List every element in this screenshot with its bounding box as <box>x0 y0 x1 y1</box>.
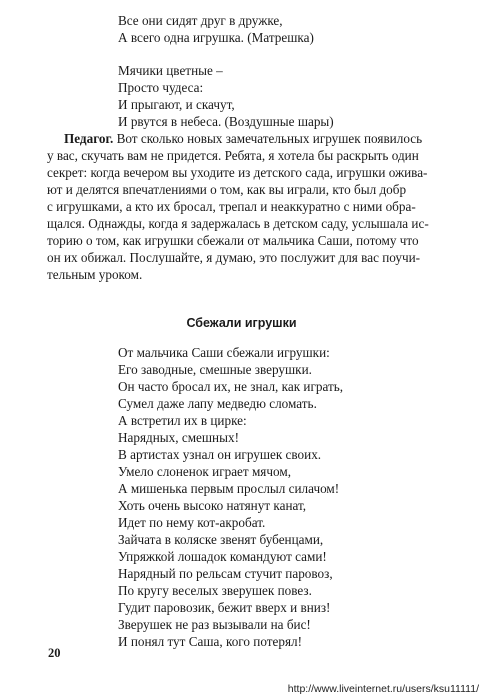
paragraph-line: ют и делятся впечатлениями о том, как вы играли, кто был добр <box>47 182 407 197</box>
poem-line: Нарядных, смешных! <box>118 430 239 445</box>
paragraph-line: с игрушками, а кто их бросал, трепал и неаккуратно с ними обра- <box>47 199 416 214</box>
poem-title: Сбежали игрушки <box>186 316 297 330</box>
poem-line: От мальчика Саши сбежали игрушки: <box>118 345 330 360</box>
poem-line: Упряжкой лошадок командуют сами! <box>118 549 327 564</box>
poem-line: По кругу веселых зверушек повез. <box>118 583 312 598</box>
poem-line: Умело слоненок играет мячом, <box>118 464 291 479</box>
paragraph-line: секрет: когда вечером вы уходите из детского сада, игрушки ожива- <box>47 165 428 180</box>
paragraph-line: тельным уроком. <box>47 267 143 282</box>
poem-line: Он часто бросал их, не знал, как играть, <box>118 379 344 394</box>
paragraph-line: торию о том, как игрушки сбежали от мальчика Саши, потому что <box>47 233 419 248</box>
riddle-line: Просто чудеса: <box>118 80 204 95</box>
riddle-line: Все они сидят друг в дружке, <box>118 13 283 28</box>
paragraph-line: щался. Однажды, когда я задержалась в детском саду, услышала ис- <box>47 216 429 231</box>
watermark-url: http://www.liveinternet.ru/users/ksu11111/ <box>287 683 479 695</box>
riddle-line: А всего одна игрушка. (Матрешка) <box>118 30 314 45</box>
riddle-line: И прыгают, и скачут, <box>118 97 235 112</box>
paragraph-first-line <box>64 131 422 147</box>
poem-line: Хоть очень высоко натянут канат, <box>118 498 307 513</box>
speaker-label: Педагог. <box>64 131 114 146</box>
riddle-line: И рвутся в небеса. (Воздушные шары) <box>118 114 334 129</box>
paragraph-line: у вас, скучать вам не придется. Ребята, я хотела бы раскрыть один <box>47 148 419 163</box>
poem-line: Зверушек не раз вызывали на бис! <box>118 617 311 632</box>
poem-line: Зайчата в коляске звенят бубенцами, <box>118 532 324 547</box>
poem-line: И понял тут Саша, кого потерял! <box>118 634 302 649</box>
riddle-line: Мячики цветные – <box>118 63 223 78</box>
poem-line: Гудит паровозик, бежит вверх и вниз! <box>118 600 331 615</box>
paragraph-text: Вот сколько новых замечательных игрушек появилось <box>113 131 423 146</box>
poem-line: Сумел даже лапу медведю сломать. <box>118 396 317 411</box>
poem-line: В артистах узнал он игрушек своих. <box>118 447 322 462</box>
page-number: 20 <box>48 646 61 660</box>
poem-line: Идет по нему кот-акробат. <box>118 515 266 530</box>
poem-line: Нарядный по рельсам стучит паровоз, <box>118 566 333 581</box>
poem-line: А мишенька первым прослыл силачом! <box>118 481 340 496</box>
poem-line: Его заводные, смешные зверушки. <box>118 362 312 377</box>
poem-line: А встретил их в цирке: <box>118 413 247 428</box>
paragraph-line: он их обижал. Послушайте, я думаю, это послужит для вас поучи- <box>47 250 421 265</box>
